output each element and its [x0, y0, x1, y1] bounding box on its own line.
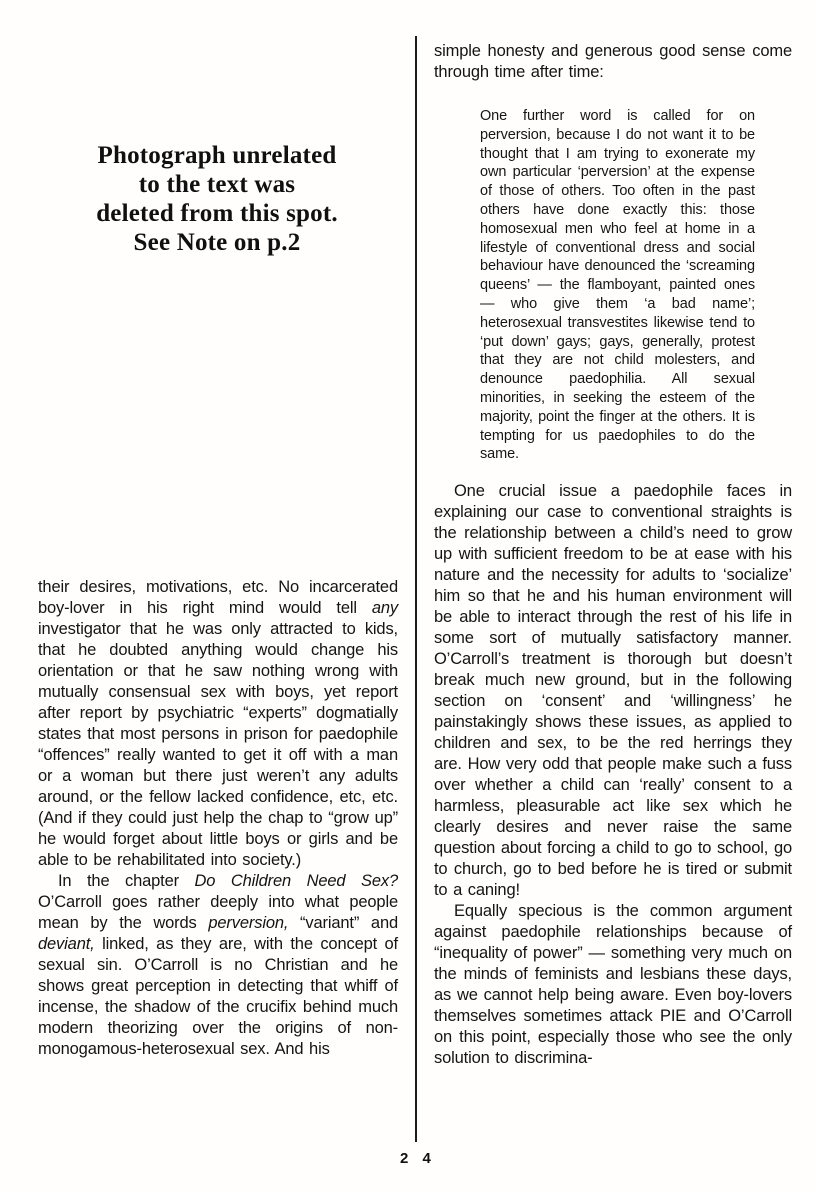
body-paragraph: In the chapter Do Children Need Sex? O’Carroll goes rather deeply into what people mean by the words perversion, “variant” and deviant, linked, as they are, with the concept of sexual sin. O’Carroll is no Christian and he shows great perception in detecting that whiff of incense, the shadow of the crucifix behind much modern theorizing over the origins of non-monogamous-heterosexual sex. And his [38, 872, 398, 1058]
notice-line: See Note on p.2 [133, 229, 301, 256]
block-quote: One further word is called for on perversion, because I do not want it to be thought that I am trying to exonerate my own particular ‘perversion’ at the expense of those of others. Too often in the past others have done exactly this: those homosexual men who feel at home in a lifestyle of conventional dress and social behaviour have denounced the ‘screaming queens’ — the flamboyant, painted ones — who give them ‘a bad name’; heterosexual transvestites likewise tend to ‘put down’ gays; gays, generally, protest that they are not child molesters, and denounce paedophilia. All sexual minorities, in seeking the esteem of the majority, point the finger at the others. It is tempting for us paedophiles to do the same. [480, 108, 755, 463]
intro-paragraph: simple honesty and generous good sense come through time after time: [434, 42, 792, 81]
body-paragraph: Equally specious is the common argument against paedophile relationships because of “inequality of power” — something very much on the minds of feminists and lesbians these days, as we cannot help being aware. Even boy-lovers themselves sometimes attack PIE and O’Carroll on this point, especially those who see the only solution to discrimina- [434, 902, 792, 1068]
notice-line: to the text was [138, 171, 296, 198]
body-paragraph: their desires, motivations, etc. No incarcerated boy-lover in his right mind would tell any investigator that he was only attracted to kids, that he doubted anything would change his orientation or that he saw nothing wrong with mutually consensual sex with boys, yet report after report by psychiatric “experts” dogmatially states that most persons in prison for paedophile “offences” really wanted to get it off with a man or a woman but there just weren’t any adults around, or the fellow lacked confidence, etc, etc. (And if they could just help the chap to “grow up” he would forget about little boys or girls and be able to be rehabilitated into society.) [38, 578, 398, 869]
left-column [38, 577, 398, 1060]
photo-deleted-notice [36, 141, 398, 257]
notice-line: deleted from this spot. [96, 200, 338, 227]
right-column [434, 41, 792, 1069]
column-divider-rule [415, 36, 417, 1142]
notice-line: Photograph unrelated [97, 142, 337, 169]
body-paragraph: One crucial issue a paedophile faces in explaining our case to conventional straights is the relationship between a child’s need to grow up with sufficient freedom to be at ease with his nature and the necessity for adults to ‘socialize’ him so that he and his human environment will be able to interact through the rest of his life in some sort of mutually satisfactory manner. O’Carroll’s treatment is thorough but doesn’t break much new ground, but in the following section on ‘consent’ and ‘willingness’ he painstakingly shows these issues, as applied to children and sex, to be the red herrings they are. How very odd that people make such a fuss over whether a child can ‘really’ consent to a harmless, pleasurable act like sex which he clearly desires and never raise the same question about forcing a child to go to school, go to church, go to bed before he is tired or submit to a caning! [434, 482, 792, 900]
page-number: 2 4 [400, 1150, 436, 1167]
